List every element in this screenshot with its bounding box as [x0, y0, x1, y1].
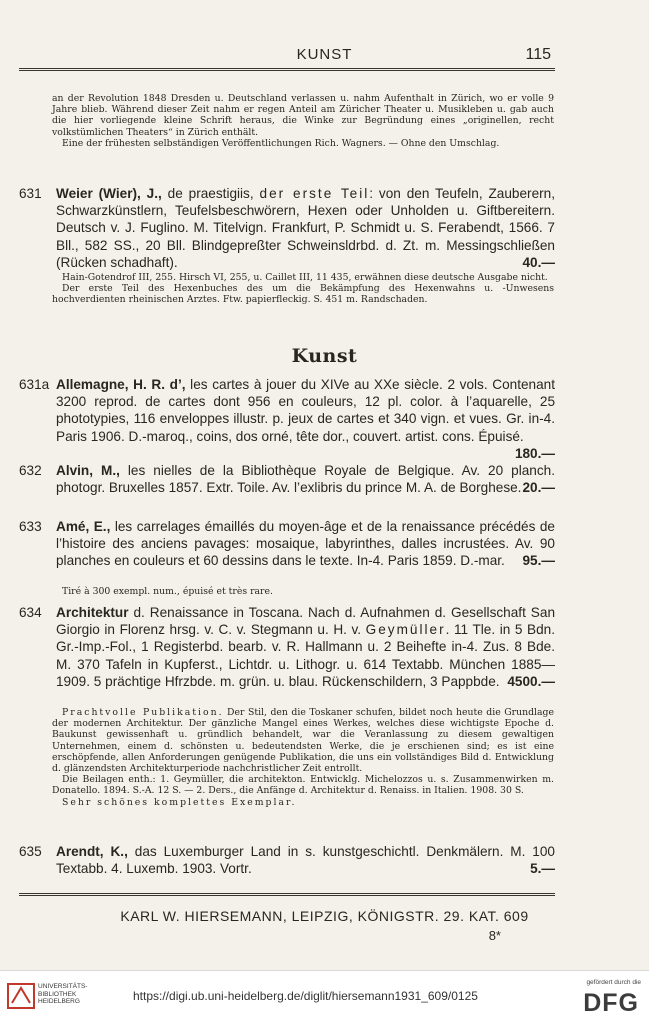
entry-number: 631	[19, 186, 42, 201]
entry-633-note: Tiré à 300 exempl. num., épuisé et très rare.	[62, 586, 273, 597]
viewer-bar	[0, 970, 649, 1020]
entry-author: Weier (Wier), J.,	[56, 186, 162, 201]
permalink-url[interactable]: https://digi.ub.uni-heidelberg.de/diglit/hiersemann1931_609/0125	[133, 989, 478, 1003]
entry-price: 40.—	[522, 254, 555, 270]
entry-634: 634 Architektur d. Renaissance in Toscana. Nach d. Aufnahmen d. Gesellschaft San Giorgio in Florenz hrsg. v. C. v. Stegmann u. H. v. Geymüller. 11 Tle. in 5 Bdn. Gr.-Imp.-Fol., 1 Registerbd. bearb. v. R. Hallmann u. 2 Beihefte in-4. Zus. 8 Bde. M. 370 Tafeln in Kupferst., Lichtdr. u. Lithogr. u. 614 Textabb. München 1885—1909. 5 prächtige Hfrzbde. m. grün. u. blau. Rückenschildern, 3 Pappbde. 4500.—	[19, 605, 555, 689]
entry-633: 633 Amé, E., les carrelages émaillés du moyen-âge et de la renaissance précédés de l’histoire des anciens pavages: mosaique, labyrinthes, dalles incrustées. Av. 90 planches en couleurs et 60 dessins dans le texte. In-4. Paris 1859. D.-mar. 95.—	[19, 519, 555, 569]
entry-634-notes: Prachtvolle Publikation. Der Stil, den die Toskaner schufen, bildet noch heute die Grundlage der modernen Architektur. Der gänzliche Mangel eines Werkes, welches diese wichtigste Epoche d. Baukunst gewissenhaft u. gründlich behandelt, war die Veranlassung zu diesem gewaltigen Unternehmen, einem d. schönsten u. bedeutendsten Werke, die je erschienen sind; es ist eine erschöpfende, allen Anforderungen genügende Publikation, die uns ein vollständiges Bild d. Entwicklung d. glänzendsten Architekturperiode nachchristlicher Zeit entrollt. Die Beilagen enth.: 1. Geymüller, die architekton. Entwicklg. Michelozzos u. s. Zusammenwirken m. Donatello. 1894. S.-A. 12 S. — 2. Ders., die Anfänge d. Architektur d. Renaiss. in Italien. 1908. 30 S. Sehr schönes komplettes Exemplar.	[52, 707, 554, 808]
entry-631-notes: Hain-Gotendrof III, 255. Hirsch VI, 255, u. Caillet III, 11 435, erwähnen diese deutsche Ausgabe nicht. Der erste Teil des Hexenbuches des um die Bekämpfung des Hexenwahns u. -Unwesens hochverdienten rheinischen Arztes. Ftw. papierfleckig. S. 451 m. Randschaden.	[52, 272, 554, 306]
university-library-label: UNIVERSITÄTS- BIBLIOTHEK HEIDELBERG	[38, 983, 88, 1005]
section-title: Kunst	[291, 345, 358, 367]
entry-631a: 631a Allemagne, H. R. d’, les cartes à jouer du XIVe au XXe siècle. 2 vols. Contenant 3200 reprod. de cartes dont 956 en couleurs, 12 pl. color. à l’aquarelle, 25 phototypies, 116 enveloppes illustr. p. jeux de cartes et 340 vign. et vues. Gr. in-4. Paris 1906. D.-maroq., coins, dos orné, tête dor., couvert. artist. cons. Épuisé. 180.—	[19, 377, 555, 461]
footer-rule	[19, 893, 555, 896]
entry-description: : von den Teufeln, Zauberern, Schwarzkünstlern, Teufelsbeschwörern, Hexen oder Unholden u. Giftbereitern. Deutsch v. J. Fuglino. M. Titelvign. Frankfurt, P. Schmidt u. S. Ferabendt, 1566. 7 Bll., 582 SS., 20 Bll. Blindgepreßter Schweinsldrbd. d. Zt. m. Messingschließen (Rücken schadhaft).	[56, 186, 555, 270]
header-rule	[19, 68, 555, 71]
entry-632: 632 Alvin, M., les nielles de la Bibliothèque Royale de Belgique. Av. 20 planch. photogr. Bruxelles 1857. Extr. Toile. Av. l’exlibris du prince M. A. de Borghese. 20.—	[19, 463, 555, 496]
entry-635: 635 Arendt, K., das Luxemburger Land in s. kunstgeschichtl. Denkmälern. M. 100 Textabb. 4. Luxemb. 1903. Vortr. 5.—	[19, 844, 555, 877]
dfg-logo[interactable]: DFG	[583, 989, 639, 1017]
top-note	[52, 93, 554, 149]
publisher-footer: KARL W. HIERSEMANN, LEIPZIG, KÖNIGSTR. 29. KAT. 609	[120, 908, 529, 924]
university-library-logo-icon[interactable]	[6, 981, 36, 1011]
page-number: 115	[525, 46, 551, 63]
sponsor-label: gefördert durch die	[586, 979, 641, 986]
running-head: KUNST	[296, 46, 353, 63]
signature-mark: 8*	[488, 928, 501, 943]
entry-631: 631 Weier (Wier), J., de praestigiis, der erste Teil: von den Teufeln, Zauberern, Schwarzkünstlern, Teufelsbeschwörern, Hexen oder Unholden u. Giftbereitern. Deutsch v. J. Fuglino. M. Titelvign. Frankfurt, P. Schmidt u. S. Ferabendt, 1566. 7 Bll., 582 SS., 20 Bll. Blindgepreßter Schweinsldrbd. d. Zt. m. Messingschließen (Rücken schadhaft). 40.—	[19, 186, 555, 270]
top-note-p2: Eine der frühesten selbständigen Veröffentlichungen Rich. Wagners. — Ohne den Umschlag.	[62, 137, 500, 149]
top-note-p1: an der Revolution 1848 Dresden u. Deutschland verlassen u. nahm Aufenthalt in Zürich, wo er volle 9 Jahre blieb. Während dieser Zeit nahm er regen Anteil am Züricher Theater u. Musikleben u. gab auch die hier vorliegende kleine Schrift heraus, die Winke zur Begründung eines „originellen, recht volkstümlichen Theaters“ in Zürich enthält.	[52, 93, 554, 138]
